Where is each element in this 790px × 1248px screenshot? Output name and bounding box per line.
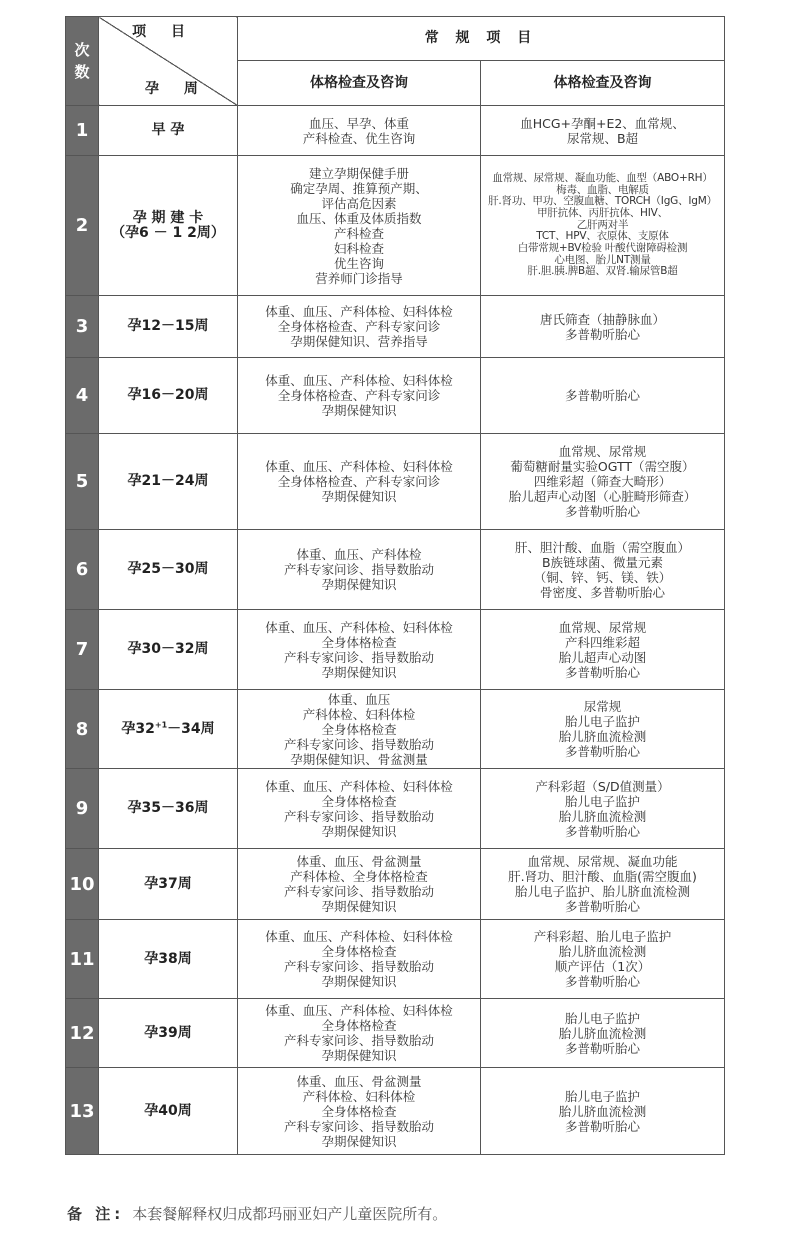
exam-col1: 体重、血压 产科体检、妇科体检 全身体格检查 产科专家问诊、指导数胎动 孕期保健知识、骨盆测量 [238, 690, 481, 769]
row-number: 4 [66, 358, 99, 434]
row-number: 5 [66, 434, 99, 530]
table-row [66, 358, 725, 434]
row-number: 6 [66, 530, 99, 610]
col2-title: 体格检查及咨询 [481, 61, 725, 106]
row-number: 10 [66, 849, 99, 920]
exam-col1: 体重、血压、产科体检、妇科体检 全身体格检查 产科专家问诊、指导数胎动 孕期保健知识 [238, 920, 481, 999]
table-row [66, 1068, 725, 1155]
footnote-text: 本套餐解释权归成都玛丽亚妇产儿童医院所有。 [132, 1205, 448, 1223]
row-number: 13 [66, 1068, 99, 1155]
week-label: 孕37周 [99, 849, 238, 920]
exam-col2: 唐氏筛查（抽静脉血） 多普勒听胎心 [481, 296, 725, 358]
week-label: 早 孕 [99, 106, 238, 156]
table-row [66, 610, 725, 690]
table-row [66, 999, 725, 1068]
footnote-label: 备 注: [67, 1205, 125, 1223]
row-number: 9 [66, 769, 99, 849]
table-row [66, 530, 725, 610]
count-header: 次 数 [66, 17, 99, 106]
table-row [66, 434, 725, 530]
table-row [66, 849, 725, 920]
week-label: 孕38周 [99, 920, 238, 999]
exam-col1: 体重、血压、产科体检、妇科体检 全身体格检查、产科专家问诊 孕期保健知识 [238, 358, 481, 434]
row-number: 12 [66, 999, 99, 1068]
exam-col1: 体重、血压、产科体检 产科专家问诊、指导数胎动 孕期保健知识 [238, 530, 481, 610]
exam-col2: 血常规、尿常规 产科四维彩超 胎儿超声心动图 多普勒听胎心 [481, 610, 725, 690]
exam-col1: 体重、血压、骨盆测量 产科体检、全身体格检查 产科专家问诊、指导数胎动 孕期保健知识 [238, 849, 481, 920]
group-title: 常 规 项 目 [238, 17, 725, 61]
week-label: 孕35－36周 [99, 769, 238, 849]
col1-title: 体格检查及咨询 [238, 61, 481, 106]
row-number: 2 [66, 156, 99, 296]
corner-top-label: 项 目 [132, 24, 195, 40]
exam-col2: 胎儿电子监护 胎儿脐血流检测 多普勒听胎心 [481, 1068, 725, 1155]
exam-col2: 血常规、尿常规、凝血功能、血型（ABO+RH） 梅毒、血脂、电解质 肝.肾功、甲功、空腹血糖、TORCH（IgG、IgM） 甲肝抗体、丙肝抗体、HIV、 乙肝两对半 TCT、HPV、衣原体、支原体 白带常规+BV检验 叶酸代谢障碍检测 心电图、胎儿NT测量 肝.胆.胰.脾B超、双肾.输尿管B超 [481, 156, 725, 296]
exam-col1: 体重、血压、骨盆测量 产科体检、妇科体检 全身体格检查 产科专家问诊、指导数胎动 孕期保健知识 [238, 1068, 481, 1155]
exam-col2: 胎儿电子监护 胎儿脐血流检测 多普勒听胎心 [481, 999, 725, 1068]
exam-col2: 产科彩超、胎儿电子监护 胎儿脐血流检测 顺产评估（1次） 多普勒听胎心 [481, 920, 725, 999]
week-label: 孕30－32周 [99, 610, 238, 690]
table-row [66, 106, 725, 156]
exam-col2: 血常规、尿常规 葡萄糖耐量实验OGTT（需空腹） 四维彩超（筛查大畸形） 胎儿超声心动图（心脏畸形筛查） 多普勒听胎心 [481, 434, 725, 530]
exam-col1: 体重、血压、产科体检、妇科体检 全身体格检查、产科专家问诊 孕期保健知识 [238, 434, 481, 530]
row-number: 8 [66, 690, 99, 769]
row-number: 1 [66, 106, 99, 156]
table-row [66, 920, 725, 999]
week-label: 孕39周 [99, 999, 238, 1068]
row-number: 11 [66, 920, 99, 999]
exam-col2: 产科彩超（S/D值测量） 胎儿电子监护 胎儿脐血流检测 多普勒听胎心 [481, 769, 725, 849]
week-label: 孕21－24周 [99, 434, 238, 530]
week-label: 孕 期 建 卡 （孕6 － 1 2周） [99, 156, 238, 296]
row-number: 3 [66, 296, 99, 358]
exam-col1: 建立孕期保健手册 确定孕周、推算预产期、 评估高危因素 血压、体重及体质指数 产科检查 妇科检查 优生咨询 营养师门诊指导 [238, 156, 481, 296]
week-label: 孕$32^{+1}-34$周 [99, 690, 238, 769]
corner-bottom-label: 孕 周 [145, 81, 208, 97]
week-label: 孕40周 [99, 1068, 238, 1155]
table-row [66, 156, 725, 296]
table-row [66, 690, 725, 769]
exam-col1: 体重、血压、产科体检、妇科体检 全身体格检查 产科专家问诊、指导数胎动 孕期保健知识 [238, 610, 481, 690]
prenatal-schedule-table [65, 16, 725, 1155]
table-row [66, 769, 725, 849]
exam-col2: 血HCG+孕酮+E2、血常规、 尿常规、B超 [481, 106, 725, 156]
exam-col1: 体重、血压、产科体检、妇科体检 全身体格检查 产科专家问诊、指导数胎动 孕期保健知识 [238, 999, 481, 1068]
exam-col2: 多普勒听胎心 [481, 358, 725, 434]
week-label: 孕12－15周 [99, 296, 238, 358]
corner-header [99, 17, 238, 106]
footnote [67, 1203, 447, 1224]
week-label: 孕25－30周 [99, 530, 238, 610]
exam-col1: 体重、血压、产科体检、妇科体检 全身体格检查、产科专家问诊 孕期保健知识、营养指导 [238, 296, 481, 358]
week-label: 孕16－20周 [99, 358, 238, 434]
exam-col1: 血压、早孕、体重 产科检查、优生咨询 [238, 106, 481, 156]
table-row [66, 296, 725, 358]
exam-col2: 血常规、尿常规、凝血功能 肝.肾功、胆汁酸、血脂(需空腹血) 胎儿电子监护、胎儿脐血流检测 多普勒听胎心 [481, 849, 725, 920]
row-number: 7 [66, 610, 99, 690]
exam-col2: 肝、胆汁酸、血脂（需空腹血） B族链球菌、微量元素 （铜、锌、钙、镁、铁） 骨密度、多普勒听胎心 [481, 530, 725, 610]
exam-col2: 尿常规 胎儿电子监护 胎儿脐血流检测 多普勒听胎心 [481, 690, 725, 769]
exam-col1: 体重、血压、产科体检、妇科体检 全身体格检查 产科专家问诊、指导数胎动 孕期保健知识 [238, 769, 481, 849]
